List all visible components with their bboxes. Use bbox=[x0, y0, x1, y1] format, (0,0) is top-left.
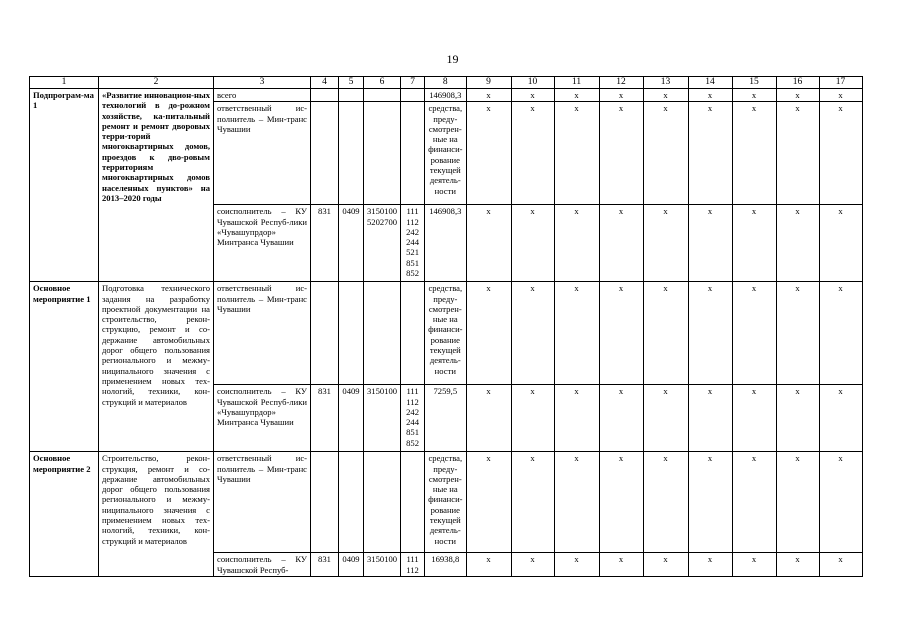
vr-code bbox=[401, 205, 425, 282]
x-mark-cell: x bbox=[732, 102, 776, 205]
responsible-executor: ответственный ис-полнитель – Мин-транс Чувашии bbox=[214, 102, 311, 205]
empty-cell bbox=[401, 452, 425, 553]
vr-code-line: 112 bbox=[406, 564, 419, 575]
x-mark-cell: x bbox=[466, 102, 511, 205]
x-mark-cell: x bbox=[511, 452, 554, 553]
x-mark-cell: x bbox=[819, 205, 862, 282]
vr-code-line: 521 bbox=[406, 247, 420, 258]
x-mark-cell: x bbox=[732, 553, 776, 577]
grbs-code: 831 bbox=[311, 205, 339, 282]
page-number: 19 bbox=[446, 52, 459, 66]
x-mark-cell: x bbox=[511, 282, 554, 385]
x-mark-cell: x bbox=[819, 89, 862, 102]
csr-code bbox=[364, 553, 401, 577]
co-executor: соисполнитель – КУ Чувашской Респуб-лики «Чувашупрдор» Минтранса Чувашии bbox=[214, 385, 311, 452]
x-mark-cell: x bbox=[732, 452, 776, 553]
empty-cell bbox=[401, 89, 425, 102]
rzpr-code: 0409 bbox=[339, 385, 364, 452]
vr-code-line: 112 bbox=[406, 216, 419, 227]
co-executor: соисполнитель – КУ Чувашской Респуб- bbox=[214, 553, 311, 577]
responsible-executor: ответственный ис-полнитель – Мин-транс Чувашии bbox=[214, 452, 311, 553]
x-mark-cell: x bbox=[688, 553, 732, 577]
header-cell: 8 bbox=[425, 77, 466, 89]
header-cell: 4 bbox=[311, 77, 339, 89]
x-mark-cell: x bbox=[466, 282, 511, 385]
vr-code bbox=[401, 553, 425, 577]
program-name: Подпрограм-ма 1 bbox=[30, 89, 99, 282]
subprogram-1-total-row bbox=[30, 89, 863, 102]
x-mark-cell: x bbox=[511, 553, 554, 577]
x-mark-cell: x bbox=[599, 89, 643, 102]
x-mark-cell: x bbox=[466, 385, 511, 452]
main-activity-1-responsible-row bbox=[30, 282, 863, 385]
header-cell: 17 bbox=[819, 77, 862, 89]
x-mark-cell: x bbox=[776, 89, 819, 102]
empty-cell bbox=[311, 282, 339, 385]
x-mark-cell: x bbox=[732, 89, 776, 102]
x-mark-cell: x bbox=[776, 553, 819, 577]
csr-code bbox=[364, 205, 401, 282]
x-mark-cell: x bbox=[819, 452, 862, 553]
activity-description: Строительство, рекон-струкция, ремонт и со-держание автомобильных дорог общего пользования регионального и межму-ниципального значения с применением новых тех-нологий, техники, кон-струкций и материалов bbox=[99, 452, 214, 577]
x-mark-cell: x bbox=[554, 553, 599, 577]
rzpr-code: 0409 bbox=[339, 205, 364, 282]
x-mark-cell: x bbox=[819, 553, 862, 577]
vr-code-line: 242 bbox=[406, 226, 420, 237]
vr-code-line: 851 bbox=[406, 427, 420, 438]
vr-code-line: 244 bbox=[406, 417, 420, 428]
x-mark-cell: x bbox=[554, 282, 599, 385]
header-cell: 12 bbox=[599, 77, 643, 89]
header-cell: 7 bbox=[401, 77, 425, 89]
grbs-code: 831 bbox=[311, 385, 339, 452]
x-mark-cell: x bbox=[599, 385, 643, 452]
x-mark-cell: x bbox=[776, 102, 819, 205]
empty-cell bbox=[401, 282, 425, 385]
x-mark-cell: x bbox=[688, 205, 732, 282]
empty-cell bbox=[364, 89, 401, 102]
x-mark-cell: x bbox=[776, 452, 819, 553]
x-mark-cell: x bbox=[599, 553, 643, 577]
x-mark-cell: x bbox=[688, 452, 732, 553]
header-cell: 10 bbox=[511, 77, 554, 89]
x-mark-cell: x bbox=[554, 385, 599, 452]
x-mark-cell: x bbox=[732, 282, 776, 385]
empty-cell bbox=[311, 89, 339, 102]
empty-cell bbox=[364, 452, 401, 553]
header-cell: 9 bbox=[466, 77, 511, 89]
program-description: «Развитие инновацион-ных технологий в до-рожном хозяйстве, ка-питальный ремонт и ремонт дворовых терри-торий многоквартирных домов, проездов к дво-ровым территориям многоквартирных домов населенных пунктов» на 2013–2020 годы bbox=[99, 89, 214, 282]
empty-cell bbox=[311, 102, 339, 205]
vr-code-line: 852 bbox=[406, 437, 420, 448]
amount-value: 146908,3 bbox=[425, 205, 466, 282]
main-activity-2-responsible-row bbox=[30, 452, 863, 553]
co-executor: соисполнитель – КУ Чувашской Респуб-лики «Чувашупрдор» Минтранса Чувашии bbox=[214, 205, 311, 282]
x-mark-cell: x bbox=[599, 102, 643, 205]
x-mark-cell: x bbox=[776, 205, 819, 282]
header-cell: 14 bbox=[688, 77, 732, 89]
x-mark-cell: x bbox=[511, 385, 554, 452]
activity-description: Подготовка технического задания на разработку проектной документации на строительство, рекон-струкцию, ремонт и со-держание автомобильных дорог общего пользования регионального и межму-ниципального значения с применением новых тех-нологий, техники, кон-струкций и материалов bbox=[99, 282, 214, 452]
empty-cell bbox=[401, 102, 425, 205]
responsible-executor: ответственный ис-полнитель – Мин-транс Чувашии bbox=[214, 282, 311, 385]
header-row bbox=[30, 77, 863, 89]
vr-code-line: 244 bbox=[406, 237, 420, 248]
x-mark-cell: x bbox=[599, 205, 643, 282]
x-mark-cell: x bbox=[599, 452, 643, 553]
header-cell: 15 bbox=[732, 77, 776, 89]
header-cell: 16 bbox=[776, 77, 819, 89]
vr-code-line: 111 bbox=[406, 554, 419, 565]
x-mark-cell: x bbox=[776, 282, 819, 385]
x-mark-cell: x bbox=[819, 385, 862, 452]
x-mark-cell: x bbox=[819, 102, 862, 205]
x-mark-cell: x bbox=[776, 385, 819, 452]
csr-code-line: 5202700 bbox=[367, 216, 398, 227]
vr-code-line: 112 bbox=[406, 396, 419, 407]
rzpr-code: 0409 bbox=[339, 553, 364, 577]
x-mark-cell: x bbox=[554, 102, 599, 205]
funding-source: средства, преду-смотрен-ные на финанси-рование текущей деятель-ности bbox=[425, 102, 466, 205]
x-mark-cell: x bbox=[466, 89, 511, 102]
x-mark-cell: x bbox=[732, 385, 776, 452]
vr-code-line: 851 bbox=[406, 257, 420, 268]
x-mark-cell: x bbox=[466, 205, 511, 282]
funding-source: средства, преду-смотрен-ные на финанси-рование текущей деятель-ности bbox=[425, 282, 466, 385]
x-mark-cell: x bbox=[819, 282, 862, 385]
x-mark-cell: x bbox=[511, 205, 554, 282]
x-mark-cell: x bbox=[466, 452, 511, 553]
x-mark-cell: x bbox=[688, 385, 732, 452]
amount-value: 7259,5 bbox=[425, 385, 466, 452]
x-mark-cell: x bbox=[643, 452, 688, 553]
csr-code bbox=[364, 385, 401, 452]
empty-cell bbox=[339, 102, 364, 205]
header-cell: 2 bbox=[99, 77, 214, 89]
x-mark-cell: x bbox=[732, 205, 776, 282]
x-mark-cell: x bbox=[643, 553, 688, 577]
funding-source: средства, преду-смотрен-ные на финанси-рование текущей деятель-ности bbox=[425, 452, 466, 553]
header-cell: 11 bbox=[554, 77, 599, 89]
empty-cell bbox=[339, 89, 364, 102]
empty-cell bbox=[364, 102, 401, 205]
vr-code bbox=[401, 385, 425, 452]
x-mark-cell: x bbox=[466, 553, 511, 577]
x-mark-cell: x bbox=[643, 89, 688, 102]
header-cell: 3 bbox=[214, 77, 311, 89]
csr-code-line: 3150100 bbox=[367, 554, 398, 565]
x-mark-cell: x bbox=[643, 385, 688, 452]
empty-cell bbox=[364, 282, 401, 385]
grbs-code: 831 bbox=[311, 553, 339, 577]
x-mark-cell: x bbox=[688, 282, 732, 385]
header-cell: 1 bbox=[30, 77, 99, 89]
x-mark-cell: x bbox=[511, 102, 554, 205]
x-mark-cell: x bbox=[599, 282, 643, 385]
csr-code-line: 3150100 bbox=[367, 206, 398, 217]
total-value: 146908,3 bbox=[425, 89, 466, 102]
activity-name: Основное мероприятие 2 bbox=[30, 452, 99, 577]
x-mark-cell: x bbox=[643, 282, 688, 385]
x-mark-cell: x bbox=[554, 452, 599, 553]
vr-code-line: 242 bbox=[406, 406, 420, 417]
program-table bbox=[29, 76, 863, 577]
x-mark-cell: x bbox=[554, 205, 599, 282]
x-mark-cell: x bbox=[511, 89, 554, 102]
empty-cell bbox=[311, 452, 339, 553]
header-cell: 6 bbox=[364, 77, 401, 89]
vr-code-line: 852 bbox=[406, 268, 420, 279]
activity-name: Основное мероприятие 1 bbox=[30, 282, 99, 452]
amount-value: 16938,8 bbox=[425, 553, 466, 577]
x-mark-cell: x bbox=[554, 89, 599, 102]
total-label: всего bbox=[214, 89, 311, 102]
x-mark-cell: x bbox=[688, 89, 732, 102]
vr-code-line: 111 bbox=[406, 206, 419, 217]
x-mark-cell: x bbox=[643, 102, 688, 205]
vr-code-line: 111 bbox=[406, 386, 419, 397]
header-cell: 13 bbox=[643, 77, 688, 89]
x-mark-cell: x bbox=[688, 102, 732, 205]
x-mark-cell: x bbox=[643, 205, 688, 282]
header-cell: 5 bbox=[339, 77, 364, 89]
csr-code-line: 3150100 bbox=[367, 386, 398, 397]
empty-cell bbox=[339, 452, 364, 553]
empty-cell bbox=[339, 282, 364, 385]
